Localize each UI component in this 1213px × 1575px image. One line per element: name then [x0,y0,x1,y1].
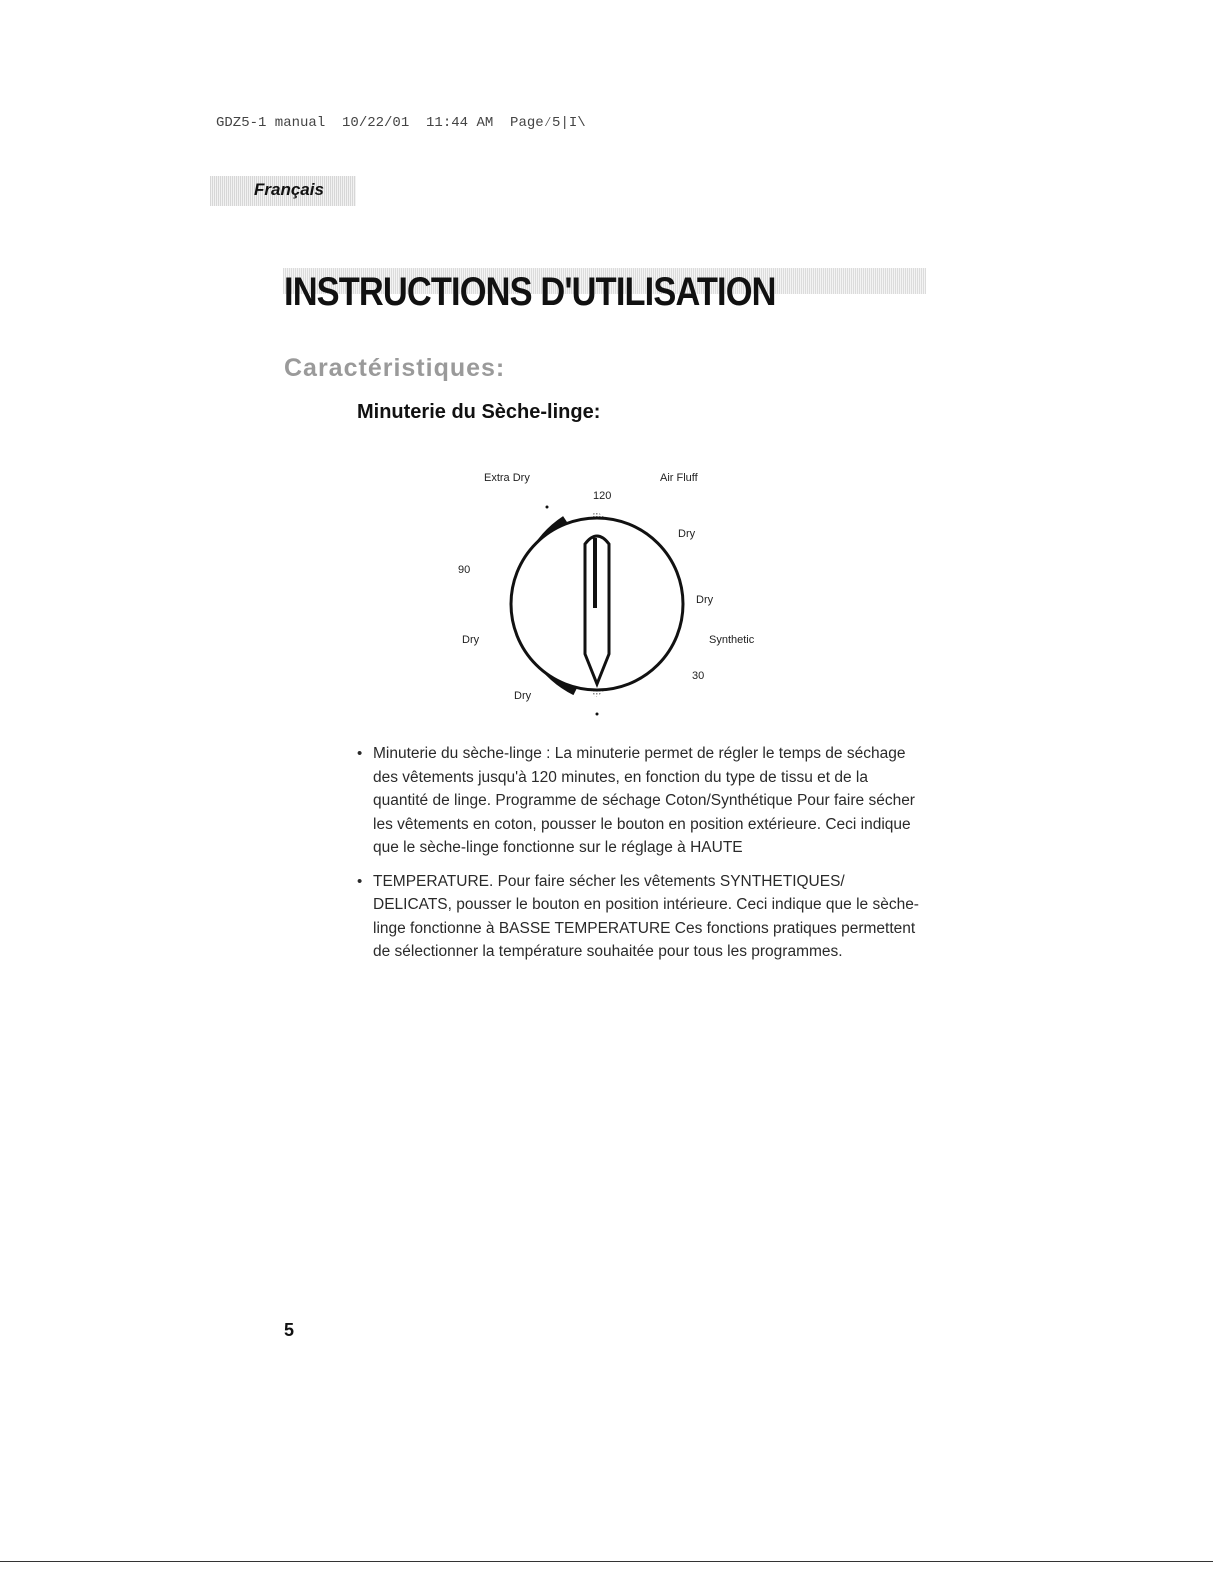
dial-label-right-1: Dry [678,528,696,540]
dial-label-left-1: 90 [458,564,471,576]
dial-tick-bottom [596,713,599,716]
print-header-text: GDZ5-1 manual 10/22/01 11:44 AM Page [216,115,544,131]
print-header [216,115,586,131]
section-heading: Caractéristiques: [284,354,506,382]
dryer-timer-dial [440,462,780,732]
list-item-text: TEMPERATURE. Pour faire sécher les vêtements SYNTHETIQUES/ DELICATS, pousser le bouton en position intérieure. Ceci indique que le sèche-linge fonctionne à BASSE TEMPERATURE Ces fonctions pratiques permettent de sélectionner la température souhaitée pour tous les programmes. [373,872,919,960]
dial-label-top-left: Extra Dry [484,472,530,484]
dial-label-bottom-left: Dry [514,690,532,702]
dial-label-right-2: Dry [696,594,714,606]
page-title: INSTRUCTIONS D'UTILISATION [284,270,776,314]
list-item-text: Minuterie du sèche-linge : La minuterie permet de régler le temps de séchage des vêtements jusqu'à 120 minutes, en fonction du type de tissu et de la quantité de linge. Programme de séchage Coton/Synthétique Pour faire sécher les vêtements en coton, pousser le bouton en position extérieure. Ceci indique que le sèche-linge fonctionne sur le réglage à HAUTE [373,745,915,856]
dial-tick-top [546,506,549,509]
sub-heading: Minuterie du Sèche-linge: [357,401,601,423]
dial-label-left-2: Dry [462,634,480,646]
list-item [356,742,926,860]
language-tab-label: Français [254,180,324,199]
dial-label-right-3: Synthetic [709,634,755,646]
page-number: 5 [284,1320,295,1340]
dial-label-top: 120 [593,490,612,502]
feature-list [356,742,926,974]
dial-label-top-right: Air Fluff [660,472,698,484]
bullet-icon: • [357,872,363,890]
dial-label-right-4: 30 [692,670,705,682]
bullet-icon: • [357,745,363,762]
page-mark: ⁄5|I\ [543,115,586,131]
language-tab [210,176,356,206]
bottom-rule [0,1561,1213,1562]
dial-graphic [440,462,780,732]
list-item [356,870,926,964]
